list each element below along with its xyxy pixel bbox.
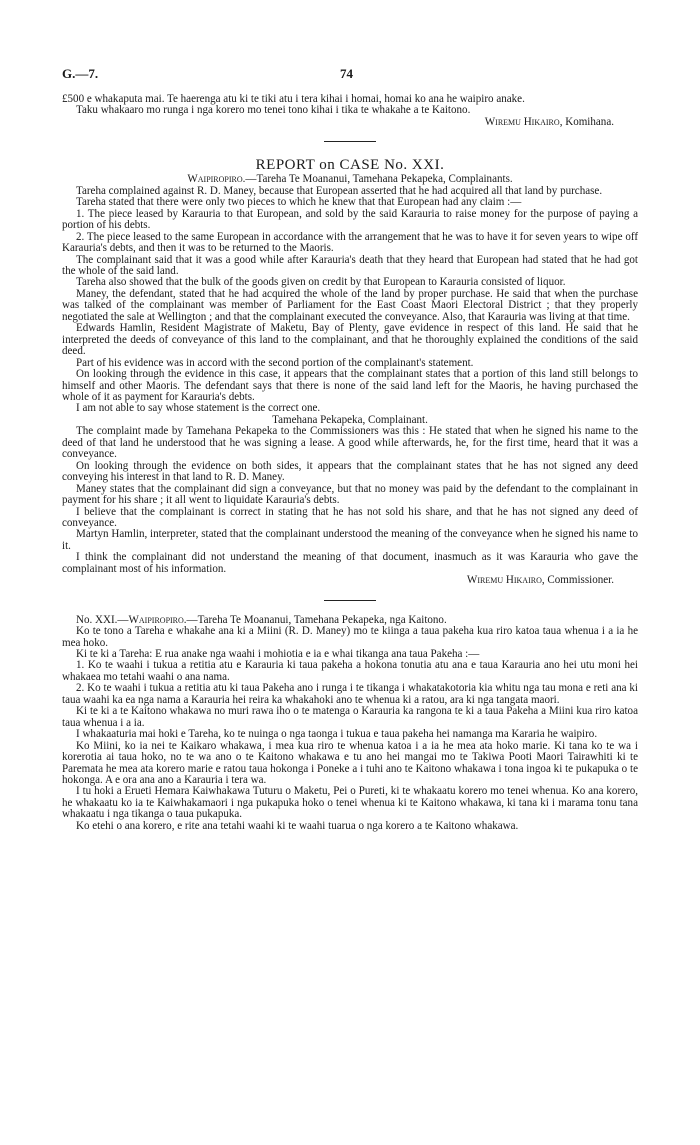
paragraph: Martyn Hamlin, interpreter, stated that the complainant understood the meaning of the conveyance when he signed his name to it. [62,528,638,552]
paragraph: On looking through the evidence in this case, it appears that the complainant states that a portion of this land still belongs to himself and other Maoris. The defendant says that there is none of the said land left for the Maoris, he having purchased the whole of it as payment for Karauria's debts. [62,368,638,403]
section-divider [324,141,376,142]
section-heading: Tamehana Pekapeka, Complainant. [272,413,428,426]
paragraph: Ko te tono a Tareha e whakahe ana ki a Miini (R. D. Maney) mo te kiinga a taua pakeha kua riro katoa taua whenua i a ia he mea hoko. [62,625,638,649]
paragraph: On looking through the evidence on both sides, it appears that the complainant states that he has not signed any deed conveying his interest in that land to R. D. Maney. [62,459,638,484]
paragraph: Maney states that the complainant did sign a conveyance, but that no money was paid by the defendant to the complainant in payment for his share ; it all went to liquidate Karauria's debts. [62,482,638,507]
section-divider [324,600,376,601]
intro-line: £500 e whakaputa mai. Te haerenga atu ki te tiki atu i tera kihai i homai, homai ko ana he waipiro anake. [62,93,525,105]
place-name: Waipiropiro [187,173,243,186]
paragraph: I am not able to say whose statement is the correct one. [76,402,321,415]
page-header [62,66,638,84]
place-name: Waipiropiro [128,613,184,626]
signatory-role: , Komihana. [559,115,614,128]
report-paragraphs-2 [62,426,638,575]
paragraph: Ki te ki a Tareha: E rua anake nga waahi i mohiotia e ia e whai tikanga ana taua Pakeha :— [76,648,480,661]
paragraph: Ko Miini, ko ia nei te Kaikaro whakawa, i mea kua riro te whenua katoa i a ia he mea ata hoko marie. Ki tana ko te wa i korerotia ai taua hoko, no te wa ano o te Kaitono whakawa e tu ano hei mangai mo te Takiwa Pooti Maori Tairawhiti ki te Paremata he mea ata korero marie e ratou taua hokonga i Poneke a i tuhi ano te Kaitono whakawa i tona ingoa ki te pukapuka o te hokonga. A e ora ana ano a Karauria i tera wa. [62,739,638,787]
paragraph: Maney, the defendant, stated that he had acquired the whole of the land by proper purchase. He said that when the purchase was talked of the complainant was member of Parliament for the East Coast Maori Electoral District ; that they properly negotiated the sale at Wellington ; and that the complainant executed the conveyance. Also, that Karauria was living at that time. [62,287,638,323]
paragraph: I whakaaturia mai hoki e Tareha, ko te nuinga o nga taonga i tukua e taua pakeha hei namanga ma Kararia he waipiro. [76,728,598,741]
paragraph: I think the complainant did not understand the meaning of that document, inasmuch as it was Karauria who gave the complainant most of his information. [62,551,638,575]
signature-komihana [62,117,638,128]
report-title: REPORT on CASE No. XXI. [255,157,445,174]
paragraph: Edwards Hamlin, Resident Magistrate of Maketu, Bay of Plenty, gave evidence in respect of this land. He said that he interpreted the deeds of conveyance of this land to the complainant, and that he thoroughly explained the conditions of the said deed. [62,322,638,358]
complainants: .—Tareha Te Moananui, Tamehana Pekapeka, Complainants. [242,173,513,186]
signatory-name: Wiremu Hikairo [484,115,560,128]
paragraph: Part of his evidence was in accord with the second portion of the complainant's statement. [76,356,474,369]
paragraph: The complainant said that it was a good while after Karauria's death that they heard that European had stated that he had got the whole of the said land. [62,253,638,277]
case-number: No. XXI.— [76,613,129,626]
paragraph: 2. Ko te waahi i tukua a retitia atu ki taua Pakeha ano i runga i te tikanga i whakatakotoria kia whitu nga tau mona e reti ana ki taua waahi ka ea nga nama a Karauria hei reira ka whakahoki ano te whenua ki a ratou, ara ki nga tangata maori. [62,682,638,706]
page-number: 74 [340,66,353,81]
paragraph: Tareha stated that there were only two pieces to which he knew that that European had any claim :— [76,196,522,209]
paragraph: Tareha also showed that the bulk of the goods given on credit by that European to Karauria consisted of liquor. [76,276,566,289]
paragraph: Ki te ki a te Kaitono whakawa no muri rawa iho o te matenga o Karauria ka rangona te ki a taua Pakeha a Miini kua riro katoa taua whenua i a ia. [62,705,638,729]
paragraph: The complaint made by Tamehana Pekapeka to the Commissioners was this : He stated that when he signed his name to the deed of that land he understood that he was signing a lease. A good while afterwards, he, for the first time, heard that it was a conveyance. [62,425,638,461]
page-body [62,94,638,832]
paragraph: 1. The piece leased by Karauria to that European, and sold by the said Karauria to raise money for the purpose of paying a portion of his debts. [62,207,638,232]
paragraph: I believe that the complainant is correct in stating that he has not sold his share, and that he has not signed any deed of conveyance. [62,505,638,529]
signature-commissioner [62,575,638,586]
signatory-role: , Commissioner. [541,574,614,587]
signatory-name: Wiremu Hikairo [466,574,542,587]
paragraph: I tu hoki a Erueti Hemara Kaiwhakawa Tuturu o Maketu, Pei o Pureti, ki te whakaatu korero mo tenei whenua. Ko ana korero, he whakaatu ko ia te Kaiwhakamaori i nga pukapuka hoko o tenei whenua ki te Kaitono whakawa, ki tana ki i marama tonu tana whakaatu i nga tikanga o taua pukapuka. [62,785,638,821]
paragraph: 1. Ko te waahi i tukua a retitia atu e Karauria ki taua pakeha a hokona tonutia atu ana e taua Karauria ano hei utu moni hei whakaea mo tetahi waahi o ana nama. [62,659,638,683]
intro-line: Taku whakaaro mo runga i nga korero mo tenei tono kihai i tika te whakahe a te Kaitono. [76,104,471,117]
maori-paragraphs [62,626,638,832]
paragraph: Ko etehi o ana korero, e rite ana tetahi waahi ki te waahi tuarua o nga korero a te Kaitono whakawa. [76,819,519,832]
report-paragraphs [62,186,638,415]
paragraph: Tareha complained against R. D. Maney, because that European asserted that he had acquired all that land by purchase. [76,184,603,197]
paragraph: 2. The piece leased to the same European in accordance with the arrangement that he was to have it for seven years to wipe off Karauria's debts, and then it was to be returned to the Maoris. [62,230,638,255]
series-code: G.—7. [62,66,99,81]
kaitono: .—Tareha Te Moananui, Tamehana Pekapeka, nga Kaitono. [183,613,447,626]
